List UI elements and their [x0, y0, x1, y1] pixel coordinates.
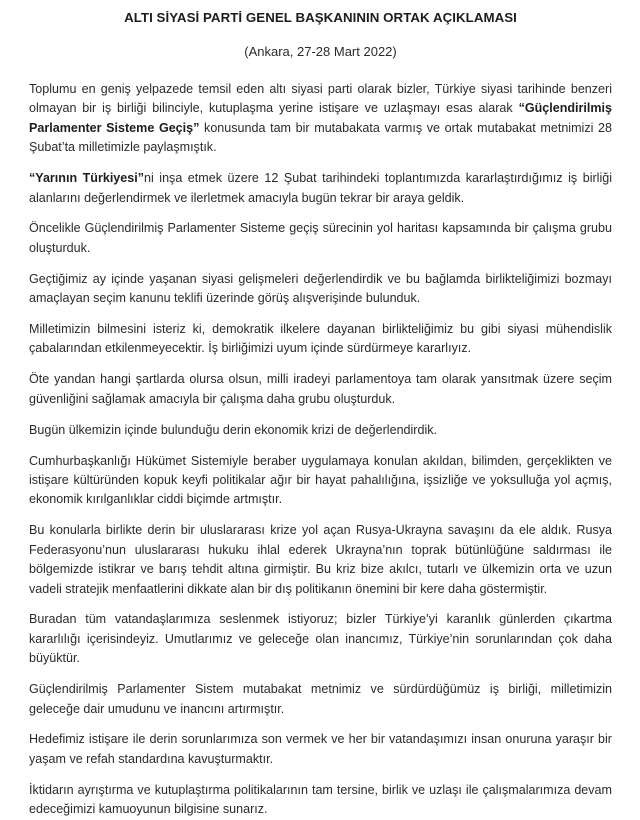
paragraph: [29, 781, 612, 820]
body-text: Güçlendirilmiş Parlamenter Sistem mutabakat metnimiz ve sürdürdüğümüz iş birliği, milletimizin geleceğe dair umudunu ve inancını artırmıştır.: [29, 682, 612, 716]
body-text: Buradan tüm vatandaşlarımıza seslenmek istiyoruz; bizler Türkiye’yi karanlık günlerden çıkartma kararlılığı içerisindeyiz. Umutlarımız ve geleceğe olan inancımız, Türkiye’nin sorunlarından çok daha büyüktür.: [29, 612, 612, 666]
body-text: Toplumu en geniş yelpazede temsil eden altı siyasi parti olarak bizler, Türkiye siyasi tarihinde benzeri olmayan bir iş birliği bilinciyle, kutuplaşma yerine istişare ve uzlaşmayı esas alarak: [29, 82, 612, 116]
paragraph: [29, 370, 612, 409]
paragraph: [29, 270, 612, 309]
body-text: Milletimizin bilmesini isteriz ki, demokratik ilkelere dayanan birlikteliğimiz bu gibi siyasi mühendislik çabalarından etkilenmeyecektir. İş birliğimizi uyum içinde sürdürmeye kararlıyız.: [29, 322, 612, 356]
paragraph: [29, 610, 612, 668]
emphasis-text: “Güçlendirilmiş Parlamenter Sisteme Geçiş”: [29, 101, 612, 135]
body-text: Öncelikle Güçlendirilmiş Parlamenter Sisteme geçiş sürecinin yol haritası kapsamında bir çalışma grubu oluşturduk.: [29, 221, 612, 255]
body-text: Cumhurbaşkanlığı Hükümet Sistemiyle beraber uygulamaya konulan akıldan, bilimden, gerçeklikten ve istişare kültüründen kopuk keyfi politikalar ağır bir hayat pahalılığına, işsizliğe ve yoksulluğa yol açmış, ekonomik kırılganlıklar ciddi biçimde artmıştır.: [29, 453, 612, 507]
body-text: İktidarın ayrıştırma ve kutuplaştırma politikalarının tam tersine, birlik ve uzlaşı ile çalışmalarımıza devam edeceğimizi kamuoyunun bilgisine sunarız.: [29, 782, 612, 817]
paragraph: [29, 219, 612, 258]
body-text: konusunda tam bir mutabakata varmış ve ortak mutabakat metnimizi 28 Şubat’ta milletimizle paylaşmıştık.: [29, 120, 612, 155]
body-text: Geçtiğimiz ay içinde yaşanan siyasi gelişmeleri değerlendirdik ve bu bağlamda birlikteliğimizi bozmayı amaçlayan seçim kanunu teklifi üzerinde görüş alışverişinde bulunduk.: [29, 271, 612, 306]
body-text: Hedefimiz istişare ile derin sorunlarımıza son vermek ve her bir vatandaşımızı insan onuruna yaraşır bir yaşam ve refah standardına kavuşturmaktır.: [29, 732, 612, 766]
document-subtitle: (Ankara, 27-28 Mart 2022): [244, 44, 397, 59]
emphasis-text: “Yarının Türkiyesi”: [29, 171, 144, 186]
paragraph: [29, 320, 612, 359]
body-text: Öte yandan hangi şartlarda olursa olsun, milli iradeyi parlamentoya tam olarak yansıtmak üzere seçim güvenliğini sağlamak amacıyla bir çalışma daha grubu oluşturduk.: [29, 372, 612, 406]
document-body: [29, 80, 612, 820]
paragraph: [29, 730, 612, 769]
paragraph: [29, 680, 612, 719]
body-text: Bugün ülkemizin içinde bulunduğu derin ekonomik krizi de değerlendirdik.: [29, 422, 438, 437]
paragraph: [29, 169, 612, 208]
page-title: ALTI SİYASİ PARTİ GENEL BAŞKANININ ORTAK AÇIKLAMASI: [124, 10, 517, 25]
paragraph: [29, 421, 612, 440]
body-text: Bu konularla birlikte derin bir uluslararası krize yol açan Rusya-Ukrayna savaşını da ele aldık. Rusya Federasyonu’nun uluslararası hukuku ihlal ederek Ukrayna’nın toprak bütünlüğüne saldırması ile bölgemizde istikrar ve barış tehdit altına girmiştir. Bu kriz bize akılcı, tutarlı ve ülkemizin orta ve uzun vadeli stratejik menfaatlerini dikkate alan bir dış politikanın önemini bir kere daha göstermiştir.: [29, 523, 612, 596]
paragraph: [29, 80, 612, 158]
body-text: ni inşa etmek üzere 12 Şubat tarihindeki toplantımızda kararlaştırdığımız iş birliği alanlarını değerlendirmek ve ilerletmek amacıyla bugün tekrar bir araya geldik.: [29, 171, 612, 205]
paragraph: [29, 521, 612, 599]
paragraph: [29, 452, 612, 510]
